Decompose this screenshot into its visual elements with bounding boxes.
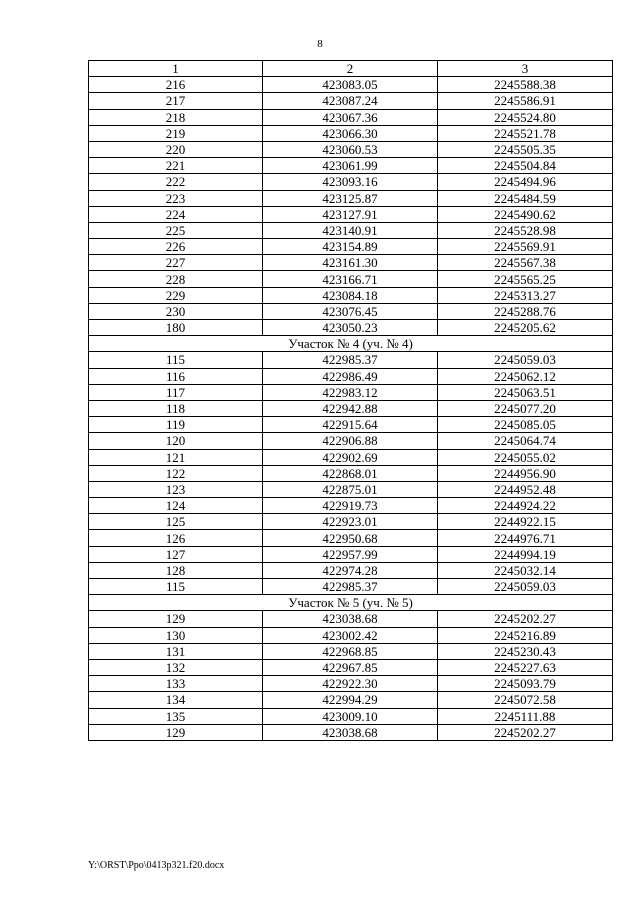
table-row: [89, 93, 613, 109]
table-row: [89, 158, 613, 174]
coordinate-y: 2245059.03: [438, 579, 613, 595]
coordinate-x: 422957.99: [263, 546, 438, 562]
coordinate-x: 422923.01: [263, 514, 438, 530]
coordinate-y: 2245202.27: [438, 611, 613, 627]
point-number: 119: [89, 417, 263, 433]
point-number: 221: [89, 158, 263, 174]
coordinate-x: 422922.30: [263, 676, 438, 692]
table-row: [89, 384, 613, 400]
table-row: [89, 498, 613, 514]
coordinate-x: 422983.12: [263, 384, 438, 400]
point-number: 220: [89, 141, 263, 157]
table-header-row: [89, 61, 613, 77]
point-number: 228: [89, 271, 263, 287]
table-row: [89, 562, 613, 578]
point-number: 122: [89, 465, 263, 481]
coordinate-x: 423083.05: [263, 77, 438, 93]
coordinate-y: 2245064.74: [438, 433, 613, 449]
point-number: 123: [89, 481, 263, 497]
point-number: 120: [89, 433, 263, 449]
column-header: 3: [438, 61, 613, 77]
table-row: [89, 77, 613, 93]
table-row: [89, 417, 613, 433]
table-row: [89, 579, 613, 595]
point-number: 230: [89, 303, 263, 319]
table-row: [89, 627, 613, 643]
table-row: [89, 643, 613, 659]
coordinate-y: 2245072.58: [438, 692, 613, 708]
coordinate-y: 2245062.12: [438, 368, 613, 384]
point-number: 127: [89, 546, 263, 562]
section-title: Участок № 5 (уч. № 5): [89, 595, 613, 611]
point-number: 134: [89, 692, 263, 708]
coordinate-x: 423066.30: [263, 125, 438, 141]
coordinate-y: 2245494.96: [438, 174, 613, 190]
point-number: 229: [89, 287, 263, 303]
table-row: [89, 174, 613, 190]
coordinate-x: 423154.89: [263, 239, 438, 255]
coordinate-x: 423161.30: [263, 255, 438, 271]
section-title-row: [89, 336, 613, 352]
coordinate-y: 2245063.51: [438, 384, 613, 400]
coordinate-x: 423093.16: [263, 174, 438, 190]
coordinate-y: 2245313.27: [438, 287, 613, 303]
table-row: [89, 190, 613, 206]
coordinate-y: 2245227.63: [438, 659, 613, 675]
table-row: [89, 125, 613, 141]
coordinate-y: 2245077.20: [438, 400, 613, 416]
coordinate-x: 422985.37: [263, 352, 438, 368]
coordinate-y: 2245565.25: [438, 271, 613, 287]
point-number: 223: [89, 190, 263, 206]
coordinate-y: 2245059.03: [438, 352, 613, 368]
table-row: [89, 400, 613, 416]
table-row: [89, 433, 613, 449]
coordinate-x: 422950.68: [263, 530, 438, 546]
coordinate-x: 422986.49: [263, 368, 438, 384]
point-number: 128: [89, 562, 263, 578]
coordinate-x: 423050.23: [263, 320, 438, 336]
point-number: 226: [89, 239, 263, 255]
point-number: 126: [89, 530, 263, 546]
table-row: [89, 659, 613, 675]
coordinate-x: 422967.85: [263, 659, 438, 675]
coordinate-y: 2245484.59: [438, 190, 613, 206]
point-number: 129: [89, 724, 263, 740]
coordinate-x: 423009.10: [263, 708, 438, 724]
coordinates-table: [88, 60, 613, 741]
table-row: [89, 141, 613, 157]
table-row: [89, 676, 613, 692]
point-number: 115: [89, 352, 263, 368]
coordinate-y: 2245205.62: [438, 320, 613, 336]
point-number: 130: [89, 627, 263, 643]
coordinate-y: 2244952.48: [438, 481, 613, 497]
coordinate-x: 422915.64: [263, 417, 438, 433]
coordinate-y: 2244994.19: [438, 546, 613, 562]
section-title: Участок № 4 (уч. № 4): [89, 336, 613, 352]
coordinate-y: 2245588.38: [438, 77, 613, 93]
coordinate-y: 2244924.22: [438, 498, 613, 514]
point-number: 219: [89, 125, 263, 141]
coordinate-x: 423076.45: [263, 303, 438, 319]
table-row: [89, 514, 613, 530]
coordinate-x: 423084.18: [263, 287, 438, 303]
point-number: 217: [89, 93, 263, 109]
table-row: [89, 546, 613, 562]
table-row: [89, 303, 613, 319]
coordinate-y: 2245055.02: [438, 449, 613, 465]
table-row: [89, 708, 613, 724]
coordinate-y: 2245216.89: [438, 627, 613, 643]
point-number: 118: [89, 400, 263, 416]
coordinate-y: 2245505.35: [438, 141, 613, 157]
table-row: [89, 239, 613, 255]
coordinate-y: 2244976.71: [438, 530, 613, 546]
coordinate-y: 2245490.62: [438, 206, 613, 222]
coordinate-y: 2245528.98: [438, 222, 613, 238]
coordinate-y: 2245202.27: [438, 724, 613, 740]
table-row: [89, 611, 613, 627]
coordinate-x: 423127.91: [263, 206, 438, 222]
point-number: 222: [89, 174, 263, 190]
coordinate-x: 422906.88: [263, 433, 438, 449]
coordinate-y: 2245524.80: [438, 109, 613, 125]
point-number: 116: [89, 368, 263, 384]
point-number: 121: [89, 449, 263, 465]
table-row: [89, 222, 613, 238]
point-number: 117: [89, 384, 263, 400]
coordinate-x: 422968.85: [263, 643, 438, 659]
coordinate-x: 422942.88: [263, 400, 438, 416]
coordinate-x: 423061.99: [263, 158, 438, 174]
table-row: [89, 465, 613, 481]
point-number: 115: [89, 579, 263, 595]
coordinate-y: 2245111.88: [438, 708, 613, 724]
column-header: 2: [263, 61, 438, 77]
point-number: 225: [89, 222, 263, 238]
table-row: [89, 481, 613, 497]
coordinate-y: 2245288.76: [438, 303, 613, 319]
coordinate-x: 423067.36: [263, 109, 438, 125]
coordinate-x: 422974.28: [263, 562, 438, 578]
coordinate-x: 423060.53: [263, 141, 438, 157]
point-number: 216: [89, 77, 263, 93]
coordinate-x: 423087.24: [263, 93, 438, 109]
coordinate-y: 2245521.78: [438, 125, 613, 141]
table-body: [89, 61, 613, 741]
table-row: [89, 352, 613, 368]
coordinate-x: 422985.37: [263, 579, 438, 595]
point-number: 218: [89, 109, 263, 125]
coordinate-y: 2245567.38: [438, 255, 613, 271]
point-number: 124: [89, 498, 263, 514]
coordinate-y: 2244956.90: [438, 465, 613, 481]
coordinate-y: 2245032.14: [438, 562, 613, 578]
section-title-row: [89, 595, 613, 611]
table-row: [89, 320, 613, 336]
coordinate-y: 2245586.91: [438, 93, 613, 109]
page-number: 8: [317, 38, 323, 50]
table-row: [89, 692, 613, 708]
table-row: [89, 287, 613, 303]
coordinate-y: 2245504.84: [438, 158, 613, 174]
coordinate-x: 423038.68: [263, 611, 438, 627]
coordinate-x: 422875.01: [263, 481, 438, 497]
point-number: 132: [89, 659, 263, 675]
coordinate-x: 423002.42: [263, 627, 438, 643]
point-number: 129: [89, 611, 263, 627]
table-row: [89, 449, 613, 465]
point-number: 224: [89, 206, 263, 222]
table-row: [89, 109, 613, 125]
coordinate-x: 423166.71: [263, 271, 438, 287]
coordinate-y: 2245085.05: [438, 417, 613, 433]
coordinate-x: 423125.87: [263, 190, 438, 206]
table-row: [89, 724, 613, 740]
coordinate-y: 2245230.43: [438, 643, 613, 659]
coordinate-x: 423038.68: [263, 724, 438, 740]
point-number: 125: [89, 514, 263, 530]
coordinate-x: 422902.69: [263, 449, 438, 465]
coordinate-x: 423140.91: [263, 222, 438, 238]
point-number: 133: [89, 676, 263, 692]
coordinate-y: 2244922.15: [438, 514, 613, 530]
point-number: 180: [89, 320, 263, 336]
coordinate-x: 422919.73: [263, 498, 438, 514]
coordinate-y: 2245093.79: [438, 676, 613, 692]
point-number: 227: [89, 255, 263, 271]
table-row: [89, 368, 613, 384]
footer-file-path: Y:\ORST\Ppo\0413p321.f20.docx: [88, 860, 225, 871]
column-header: 1: [89, 61, 263, 77]
coordinate-y: 2245569.91: [438, 239, 613, 255]
table-row: [89, 255, 613, 271]
point-number: 135: [89, 708, 263, 724]
table-row: [89, 206, 613, 222]
table-row: [89, 271, 613, 287]
point-number: 131: [89, 643, 263, 659]
coordinate-x: 422868.01: [263, 465, 438, 481]
table-row: [89, 530, 613, 546]
coordinate-x: 422994.29: [263, 692, 438, 708]
